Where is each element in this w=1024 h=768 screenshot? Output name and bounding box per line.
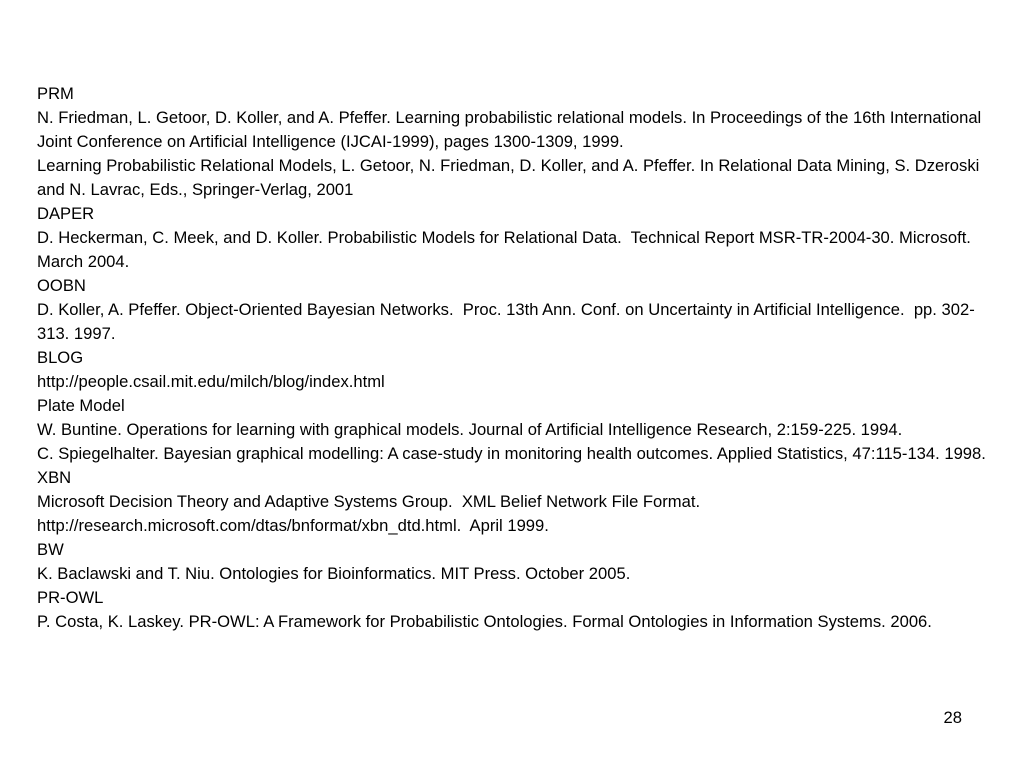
reference-entry: N. Friedman, L. Getoor, D. Koller, and A. Pfeffer. Learning probabilistic relational models. In Proceedings of the 16th International Joint Conference on Artificial Intelligence (IJCAI-1999), pages 1300-1309, 1999.: [37, 108, 986, 151]
reference-entry: Learning Probabilistic Relational Models, L. Getoor, N. Friedman, D. Koller, and A. Pfeffer. In Relational Data Mining, S. Dzeroski and N. Lavrac, Eds., Springer-Verlag, 2001: [37, 156, 984, 199]
section-heading-plate-model: Plate Model: [37, 396, 125, 415]
page-number: 28: [943, 708, 962, 727]
section-heading-xbn: XBN: [37, 468, 72, 487]
section-heading-oobn: OOBN: [37, 276, 86, 295]
section-heading-daper: DAPER: [37, 204, 95, 223]
reference-entry: D. Koller, A. Pfeffer. Object-Oriented Bayesian Networks. Proc. 13th Ann. Conf. on Uncertainty in Artificial Intelligence. pp. 302-313. 1997.: [37, 300, 975, 343]
section-heading-prm: PRM: [37, 84, 74, 103]
reference-entry: W. Buntine. Operations for learning with graphical models. Journal of Artificial Intelligence Research, 2:159-225. 1994.: [37, 420, 903, 439]
reference-entry: Microsoft Decision Theory and Adaptive Systems Group. XML Belief Network File Format.: [37, 492, 701, 511]
references-list: [37, 82, 992, 634]
section-heading-bw: BW: [37, 540, 64, 559]
reference-entry: K. Baclawski and T. Niu. Ontologies for Bioinformatics. MIT Press. October 2005.: [37, 564, 631, 583]
section-heading-pr-owl: PR-OWL: [37, 588, 104, 607]
reference-entry: C. Spiegelhalter. Bayesian graphical modelling: A case-study in monitoring health outcomes. Applied Statistics, 47:115-134. 1998.: [37, 444, 986, 463]
reference-entry: D. Heckerman, C. Meek, and D. Koller. Probabilistic Models for Relational Data. Technical Report MSR-TR-2004-30. Microsoft. March 2004.: [37, 228, 976, 271]
reference-url: http://research.microsoft.com/dtas/bnformat/xbn_dtd.html. April 1999.: [37, 516, 549, 535]
section-heading-blog: BLOG: [37, 348, 84, 367]
reference-url: http://people.csail.mit.edu/milch/blog/index.html: [37, 372, 385, 391]
reference-entry: P. Costa, K. Laskey. PR-OWL: A Framework for Probabilistic Ontologies. Formal Ontologies in Information Systems. 2006.: [37, 612, 932, 631]
